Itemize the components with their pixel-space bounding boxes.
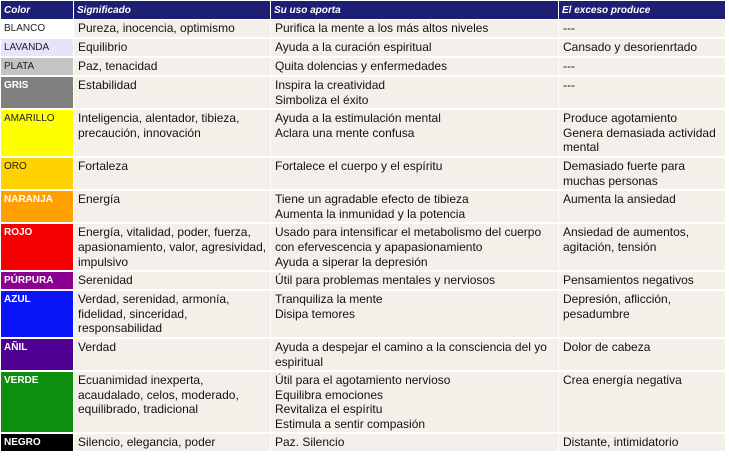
cell-text-line: pesadumbre <box>563 306 630 321</box>
table-row <box>1 190 726 223</box>
cell-text-line: agitación, tensión <box>563 239 657 254</box>
cell-text-line: muchas personas <box>563 173 658 188</box>
excess-cell <box>559 76 726 109</box>
header-excess: El exceso produce <box>559 1 726 20</box>
cell-text-line: apasionamiento, valor, agresividad, <box>78 239 267 254</box>
cell-text-line: Pureza, inocencia, optimismo <box>78 21 235 35</box>
cell-text-line: Purifica la mente a los más altos niveles <box>275 21 489 35</box>
meaning-cell <box>74 20 271 39</box>
cell-text-line: Energía <box>78 192 121 207</box>
table-row <box>1 271 726 290</box>
table-header-row <box>1 1 726 20</box>
use-cell <box>271 57 559 76</box>
use-cell <box>271 157 559 190</box>
excess-cell <box>559 109 726 157</box>
cell-text-line: Aclara una mente confusa <box>275 125 415 140</box>
cell-text-line: Verdad, serenidad, armonía, <box>78 292 230 307</box>
meaning-cell <box>74 157 271 190</box>
cell-text-line: Demasiado fuerte para <box>563 158 686 173</box>
color-swatch-cell: AMARILLO <box>1 109 74 157</box>
cell-text-line: mental <box>563 140 600 155</box>
cell-text-line: Quita dolencias y enfermedades <box>275 59 448 73</box>
use-cell <box>271 338 559 371</box>
table-body <box>1 20 726 453</box>
cell-text-line: Silencio, elegancia, poder <box>78 435 216 450</box>
cell-text-line: fidelidad, sinceridad, <box>78 306 188 321</box>
meaning-cell <box>74 57 271 76</box>
cell-text-line: Paz. Silencio <box>275 435 345 450</box>
cell-text-line: Ayuda a despejar el camino a la consciencia del yo <box>275 339 547 354</box>
excess-cell <box>559 20 726 39</box>
excess-cell <box>559 271 726 290</box>
cell-text-line: --- <box>563 78 575 92</box>
cell-text-line: equilibrado, tradicional <box>78 402 199 417</box>
color-swatch-cell: AZUL <box>1 290 74 338</box>
excess-cell <box>559 371 726 433</box>
meaning-cell <box>74 338 271 371</box>
cell-text-line: Inteligencia, alentador, tibieza, <box>78 111 240 126</box>
cell-text-line: Serenidad <box>78 273 133 288</box>
excess-cell <box>559 290 726 338</box>
excess-cell <box>559 157 726 190</box>
cell-text-line: Pensamientos negativos <box>563 273 694 288</box>
meaning-cell <box>74 190 271 223</box>
meaning-cell <box>74 38 271 57</box>
cell-text-line: --- <box>563 21 575 35</box>
cell-text-line: Crea energía negativa <box>563 373 682 388</box>
cell-text-line: impulsivo <box>78 254 129 269</box>
color-swatch-cell: BLANCO <box>1 20 74 39</box>
cell-text-line: Ansiedad de aumentos, <box>563 225 690 240</box>
color-swatch-cell: GRIS <box>1 76 74 109</box>
cell-text-line: Inspira la creatividad <box>275 78 386 92</box>
cell-text-line: Paz, tenacidad <box>78 59 158 73</box>
meaning-cell <box>74 433 271 452</box>
cell-text-line: Produce agotamiento <box>563 111 678 126</box>
color-swatch-cell: NARANJA <box>1 190 74 223</box>
cell-text-line: espiritual <box>275 354 324 369</box>
cell-text-line: precaución, innovación <box>78 125 201 140</box>
meaning-cell <box>74 271 271 290</box>
table-row <box>1 157 726 190</box>
color-swatch-cell: ORO <box>1 157 74 190</box>
use-cell <box>271 371 559 433</box>
use-cell <box>271 433 559 452</box>
excess-cell <box>559 433 726 452</box>
cell-text-line: Estimula a sentir compasión <box>275 416 426 431</box>
cell-text-line: Aumenta la inmunidad y la potencia <box>275 206 466 221</box>
use-cell <box>271 190 559 223</box>
excess-cell <box>559 338 726 371</box>
color-swatch-cell: LAVANDA <box>1 38 74 57</box>
table-row <box>1 76 726 109</box>
cell-text-line: acaudalado, celos, moderado, <box>78 387 239 402</box>
table-row <box>1 109 726 157</box>
meaning-cell <box>74 76 271 109</box>
cell-text-line: Dolor de cabeza <box>563 339 651 354</box>
meaning-cell <box>74 109 271 157</box>
cell-text-line: Útil para el agotamiento nervioso <box>275 373 451 388</box>
meaning-cell <box>74 290 271 338</box>
cell-text-line: Fortalece el cuerpo y el espíritu <box>275 158 443 173</box>
cell-text-line: Distante, intimidatorio <box>563 435 679 450</box>
use-cell <box>271 290 559 338</box>
use-cell <box>271 76 559 109</box>
cell-text-line: Fortaleza <box>78 158 129 173</box>
cell-text-line: Cansado y desorienrtado <box>563 40 698 54</box>
excess-cell <box>559 57 726 76</box>
cell-text-line: Tiene un agradable efecto de tibieza <box>275 192 469 207</box>
cell-text-line: Tranquiliza la mente <box>275 292 383 307</box>
use-cell <box>271 271 559 290</box>
cell-text-line: Genera demasiada actividad <box>563 125 716 140</box>
cell-text-line: Ayuda a la curación espiritual <box>275 40 432 54</box>
table-row <box>1 57 726 76</box>
cell-text-line: con efervescencia y apapasionamiento <box>275 239 483 254</box>
use-cell <box>271 109 559 157</box>
excess-cell <box>559 38 726 57</box>
cell-text-line: Estabilidad <box>78 78 137 92</box>
cell-text-line: Ayuda a la estimulación mental <box>275 111 441 126</box>
excess-cell <box>559 223 726 271</box>
cell-text-line: Ayuda a siperar la depresión <box>275 254 428 269</box>
cell-text-line: Simboliza el éxito <box>275 92 369 107</box>
color-swatch-cell: NEGRO <box>1 433 74 452</box>
color-swatch-cell: ROJO <box>1 223 74 271</box>
header-use: Su uso aporta <box>271 1 559 20</box>
cell-text-line: Usado para intensificar el metabolismo del cuerpo <box>275 225 542 240</box>
cell-text-line: Útil para problemas mentales y nerviosos <box>275 273 496 288</box>
cell-text-line: Equilibra emociones <box>275 387 384 402</box>
excess-cell <box>559 190 726 223</box>
use-cell <box>271 20 559 39</box>
table-row <box>1 290 726 338</box>
table-row <box>1 338 726 371</box>
cell-text-line: Aumenta la ansiedad <box>563 192 676 207</box>
color-swatch-cell: VERDE <box>1 371 74 433</box>
meaning-cell <box>74 371 271 433</box>
color-swatch-cell: PÚRPURA <box>1 271 74 290</box>
color-swatch-cell: PLATA <box>1 57 74 76</box>
meaning-cell <box>74 223 271 271</box>
table-row <box>1 223 726 271</box>
table-row <box>1 20 726 39</box>
cell-text-line: Equilibrio <box>78 40 128 54</box>
cell-text-line: Depresión, aflicción, <box>563 292 672 307</box>
header-color: Color <box>1 1 74 20</box>
table-row <box>1 433 726 452</box>
cell-text-line: Verdad <box>78 339 117 354</box>
cell-text-line: Revitaliza el espíritu <box>275 402 383 417</box>
cell-text-line: --- <box>563 59 575 73</box>
header-meaning: Significado <box>74 1 271 20</box>
table-row <box>1 38 726 57</box>
color-swatch-cell: AÑIL <box>1 338 74 371</box>
use-cell <box>271 223 559 271</box>
use-cell <box>271 38 559 57</box>
table-row <box>1 371 726 433</box>
cell-text-line: Ecuanimidad inexperta, <box>78 373 204 388</box>
cell-text-line: responsabilidad <box>78 321 163 336</box>
cell-text-line: Energía, vitalidad, poder, fuerza, <box>78 225 251 240</box>
cell-text-line: Disipa temores <box>275 306 356 321</box>
